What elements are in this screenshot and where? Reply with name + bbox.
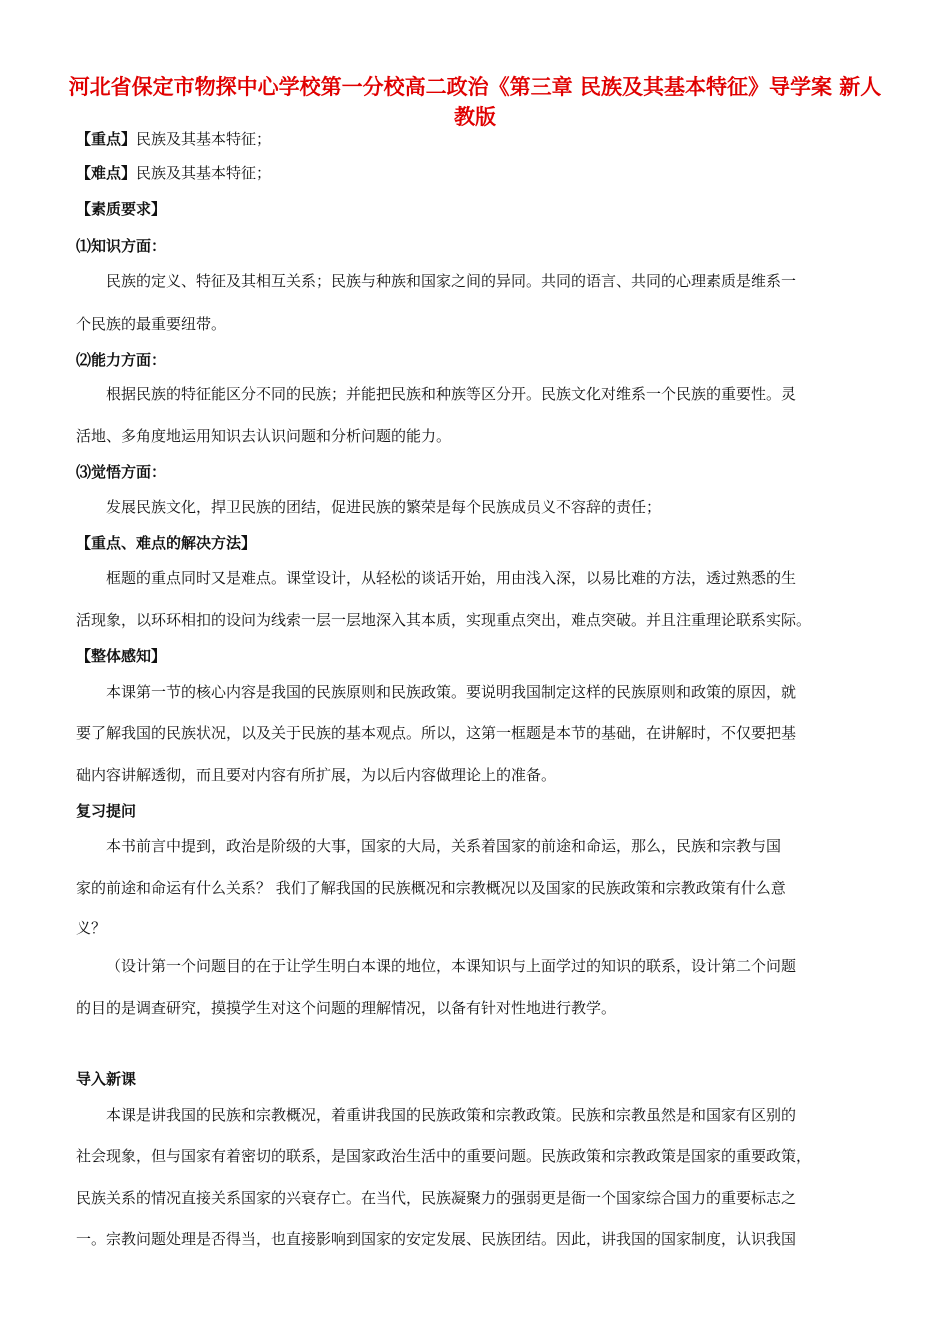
key-point-text: 民族及其基本特征； <box>136 130 272 148</box>
intro-line-3: 民族关系的情况直接关系国家的兴衰存亡。在当代，民族凝聚力的强弱更是衙一个国家综合国力的重要标志之 <box>76 1189 797 1207</box>
key-point-label: 【重点】 <box>76 130 137 148</box>
knowledge-heading: ⑴知识方面： <box>76 237 167 255</box>
knowledge-line-1: 民族的定义、特征及其相互关系；民族与种族和国家之间的异同。共同的语言、共同的心理素质是维系一 <box>106 272 797 290</box>
method-line-1: 框题的重点同时又是难点。课堂设计，从轻松的谈话开始，用由浅入深，以易比难的方法，透过熟悉的生 <box>106 569 797 587</box>
ability-line-1: 根据民族的特征能区分不同的民族；并能把民族和种族等区分开。民族文化对维系一个民族的重要性。灵 <box>106 385 797 403</box>
ability-heading: ⑵能力方面： <box>76 351 167 369</box>
key-point-line <box>76 129 271 149</box>
document-title: 河北省保定市物探中心学校第一分校高二政治《第三章 民族及其基本特征》导学案 新人教版 <box>68 75 882 129</box>
awareness-line-1: 发展民族文化，捍卫民族的团结，促进民族的繁荣是每个民族成员义不容辞的责任； <box>106 498 662 516</box>
difficult-point-label: 【难点】 <box>76 164 137 182</box>
difficult-point-text: 民族及其基本特征； <box>136 164 272 182</box>
difficult-point-line <box>76 163 271 183</box>
knowledge-line-2: 个民族的最重要纽带。 <box>76 315 227 333</box>
review-note-line-1: （设计第一个问题目的在于让学生明白本课的地位，本课知识与上面学过的知识的联系，设计第二个问题 <box>106 957 797 975</box>
review-line-3: 义？ <box>76 919 107 937</box>
overall-line-2: 要了解我国的民族状况，以及关于民族的基本观点。所以，这第一框题是本节的基础，在讲解时，不仅要把基 <box>76 724 797 742</box>
intro-line-1: 本课是讲我国的民族和宗教概况，着重讲我国的民族政策和宗教政策。民族和宗教虽然是和国家有区别的 <box>106 1106 797 1124</box>
overall-line-3: 础内容讲解透彻，而且要对内容有所扩展，为以后内容做理论上的准备。 <box>76 766 557 784</box>
quality-heading: 【素质要求】 <box>76 200 167 218</box>
awareness-heading: ⑶觉悟方面： <box>76 463 167 481</box>
review-heading: 复习提问 <box>76 802 137 820</box>
method-heading: 【重点、难点的解决方法】 <box>76 534 257 552</box>
intro-line-4: 一。宗教问题处理是否得当，也直接影响到国家的安定发展、民族团结。因此，讲我国的国家制度，认识我国 <box>76 1230 797 1248</box>
review-line-1: 本书前言中提到，政治是阶级的大事，国家的大局，关系着国家的前途和命运，那么，民族和宗教与国 <box>106 837 782 855</box>
intro-heading: 导入新课 <box>76 1070 137 1088</box>
method-line-2: 活现象，以环环相扣的设问为线索一层一层地深入其本质，实现重点突出，难点突破。并且注重理论联系实际。 <box>76 611 812 629</box>
intro-line-2: 社会现象，但与国家有着密切的联系，是国家政治生活中的重要问题。民族政策和宗教政策是国家的重要政策， <box>76 1147 812 1165</box>
overall-heading: 【整体感知】 <box>76 647 167 665</box>
review-line-2: 家的前途和命运有什么关系？ 我们了解我国的民族概况和宗教概况以及国家的民族政策和宗教政策有什么意 <box>76 879 786 897</box>
overall-line-1: 本课第一节的核心内容是我国的民族原则和民族政策。要说明我国制定这样的民族原则和政策的原因，就 <box>106 683 797 701</box>
ability-line-2: 活地、多角度地运用知识去认识问题和分析问题的能力。 <box>76 427 452 445</box>
review-note-line-2: 的目的是调查研究，摸摸学生对这个问题的理解情况，以备有针对性地进行教学。 <box>76 999 617 1017</box>
